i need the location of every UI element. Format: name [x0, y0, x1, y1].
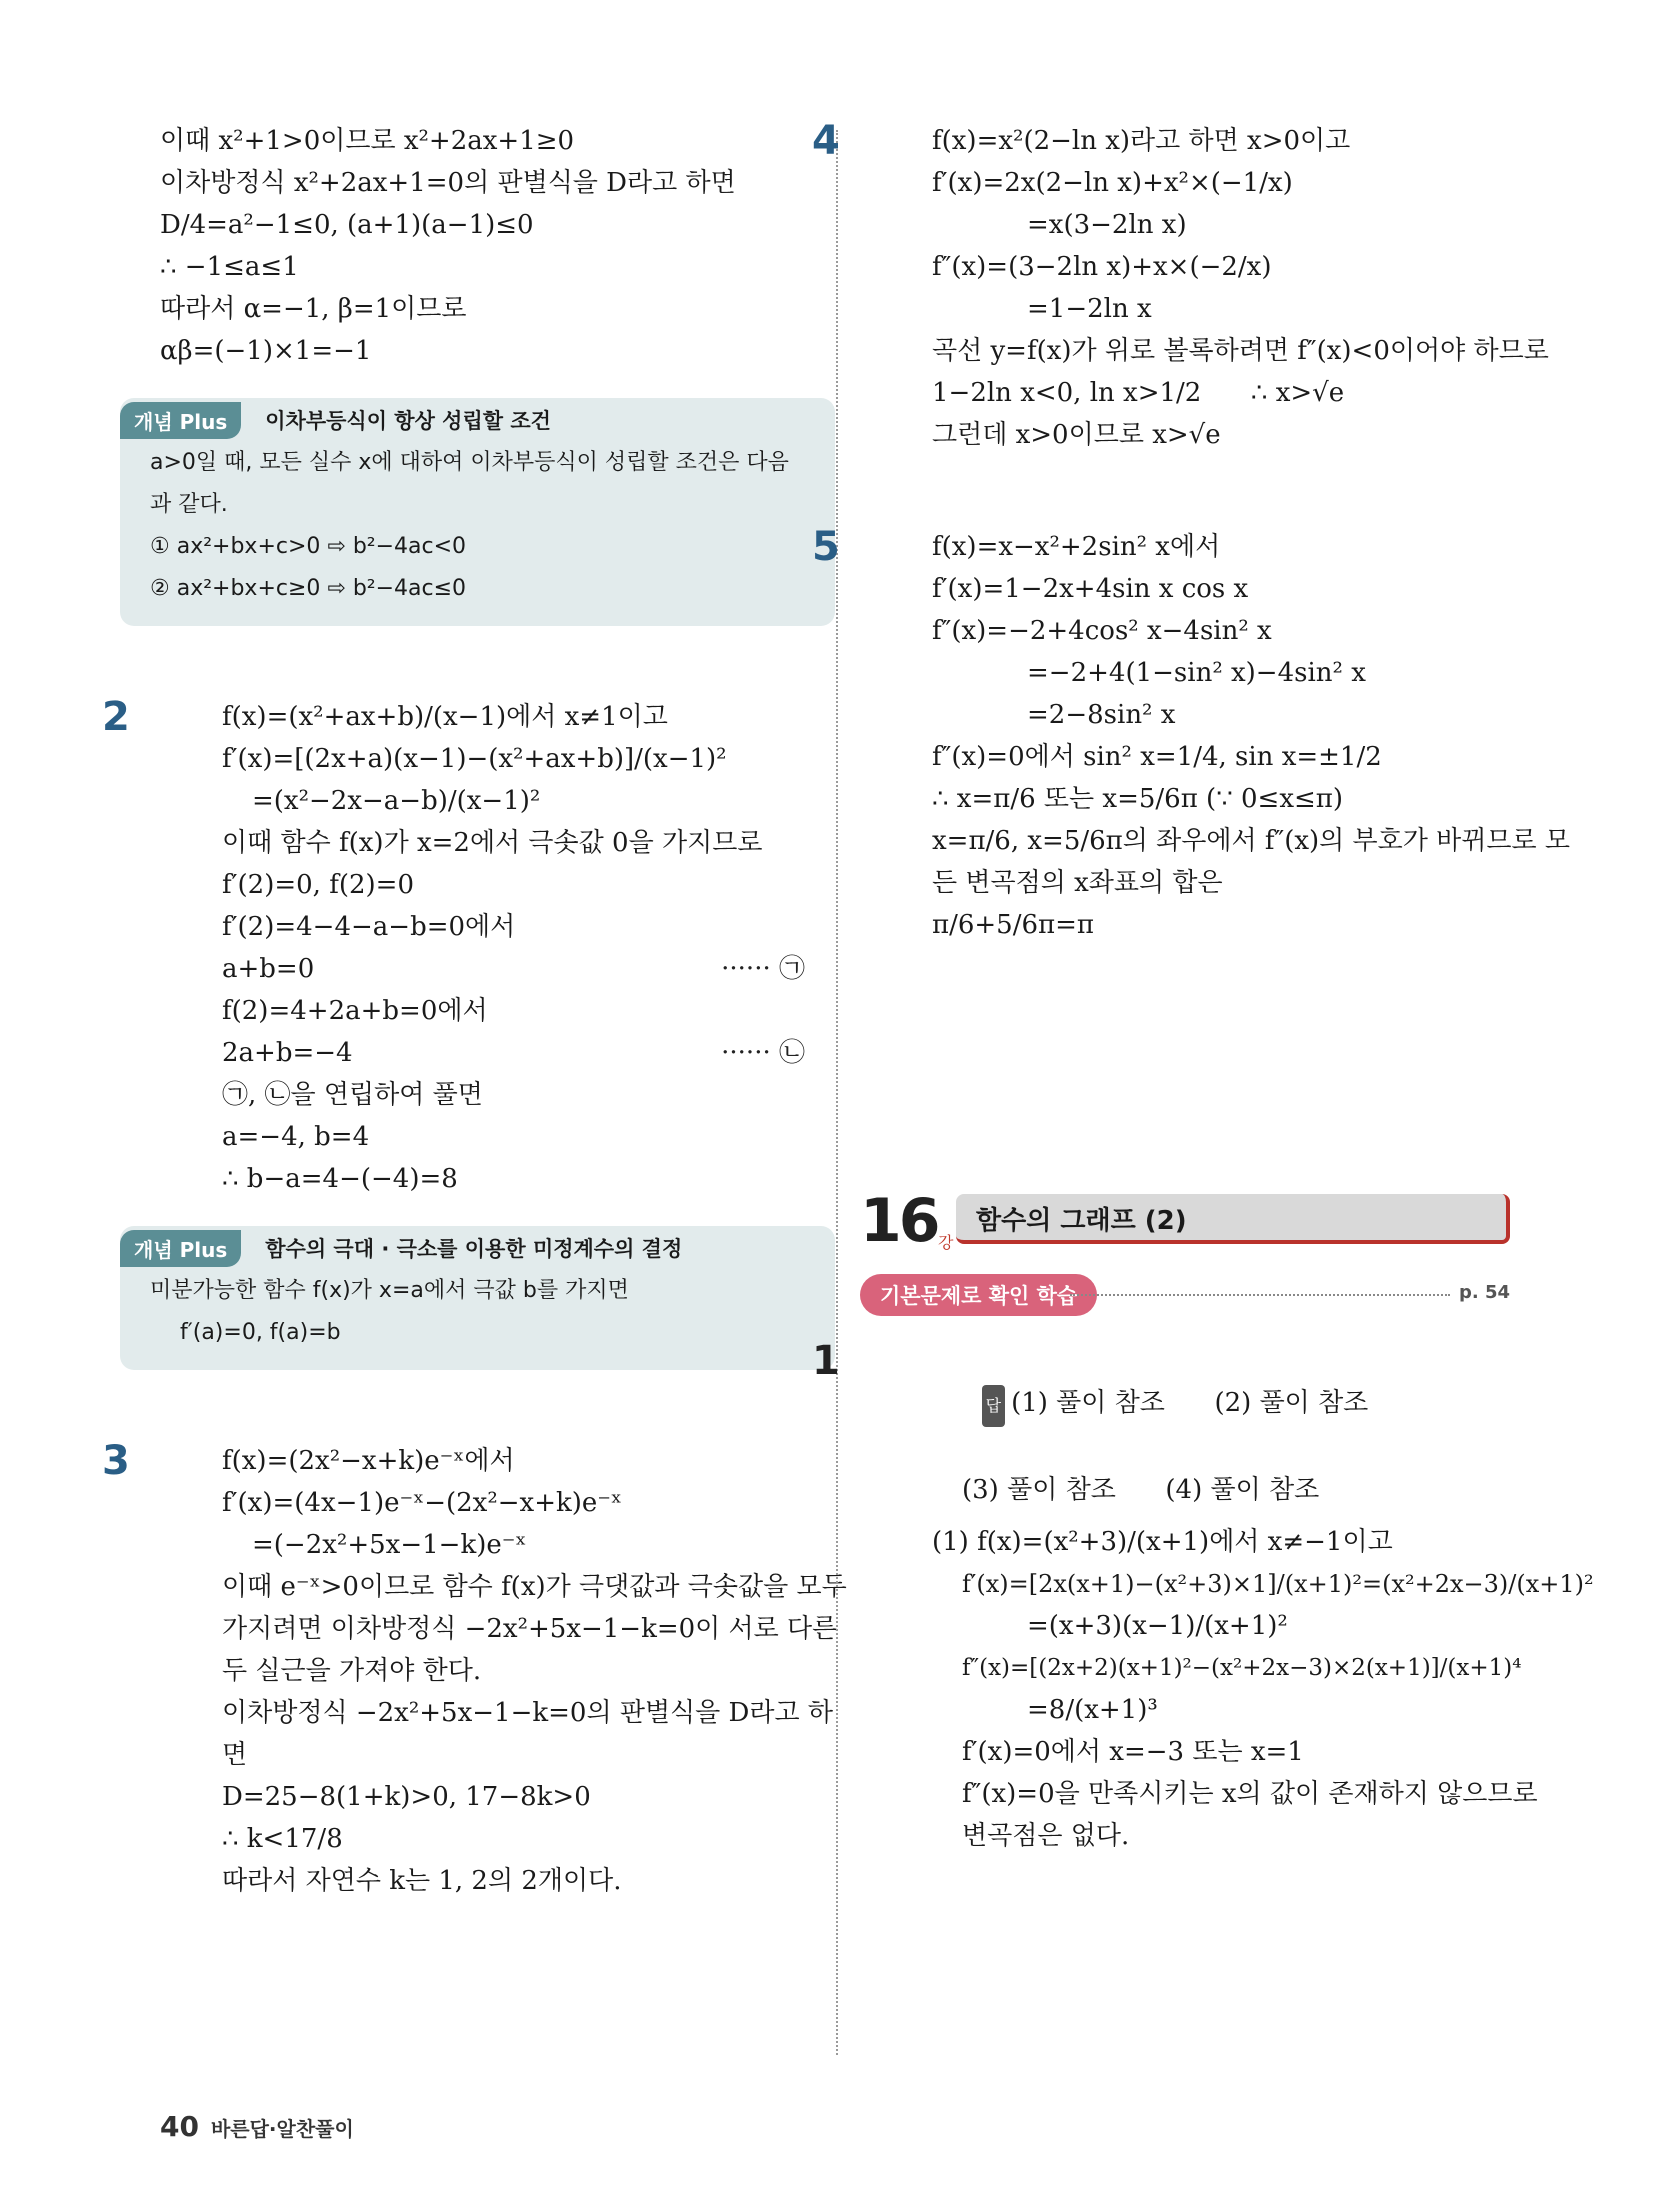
right-column [812, 118, 1594, 1857]
text-line: f′(x)=1−2x+4sin x cos x [932, 574, 1249, 604]
concept-plus-badge: 개념 Plus [120, 1230, 241, 1267]
text-line: 이차방정식 x²+2ax+1=0의 판별식을 D라고 하면 [160, 168, 736, 198]
problem-1 [812, 1338, 1594, 1857]
text-line: 든 변곡점의 x좌표의 합은 [932, 868, 1223, 898]
text-line [222, 948, 805, 990]
text-line: ① ax²+bx+c>0 ⇨ b²−4ac<0 [150, 534, 467, 559]
text-line: =2−8sin² x [1027, 700, 1176, 730]
text-line: 1−2ln x<0, ln x>1/2 ∴ x>√e [932, 378, 1345, 408]
text-line: =(x²−2x−a−b)/(x−1)² [252, 786, 541, 816]
problem-4 [812, 118, 1549, 456]
text-line: 이때 e⁻ˣ>0이므로 함수 f(x)가 극댓값과 극솟값을 모두 [222, 1572, 847, 1602]
concept-plus-box-1 [120, 398, 835, 626]
problem-number: 1 [812, 1338, 840, 1384]
answer-text: (1) 풀이 참조 (2) 풀이 참조 [1011, 1388, 1369, 1418]
page-footer [160, 2110, 354, 2143]
text-line: 변곡점은 없다. [962, 1821, 1130, 1851]
text-line: 두 실근을 가져야 한다. [222, 1656, 482, 1686]
section-header [860, 1186, 1510, 1266]
text-line: 곡선 y=f(x)가 위로 볼록하려면 f″(x)<0이어야 하므로 [932, 336, 1549, 366]
text-line: f(x)=x−x²+2sin² x에서 [932, 532, 1221, 562]
concept-plus-title: 이차부등식이 항상 성립할 조건 [265, 409, 551, 433]
page-reference: p. 54 [1458, 1282, 1510, 1303]
text-line: 면 [222, 1740, 248, 1770]
text-line: ∴ b−a=4−(−4)=8 [222, 1164, 458, 1194]
problem-number: 2 [102, 694, 130, 740]
problem-number: 4 [812, 118, 840, 164]
problem-2 [102, 694, 805, 1200]
section-unit: 강 [938, 1233, 954, 1252]
text-line: =8/(x+1)³ [1027, 1695, 1158, 1725]
text-line: 그런데 x>0이므로 x>√e [932, 420, 1221, 450]
text-line: ∴ −1≤a≤1 [160, 252, 299, 282]
text-line: f′(x)=0에서 x=−3 또는 x=1 [962, 1737, 1304, 1767]
equation: 2a+b=−4 [222, 1038, 353, 1068]
text-line: =(−2x²+5x−1−k)e⁻ˣ [252, 1530, 527, 1560]
text-line: D/4=a²−1≤0, (a+1)(a−1)≤0 [160, 210, 534, 240]
problem-number: 3 [102, 1438, 130, 1484]
text-line: f(x)=(x²+ax+b)/(x−1)에서 x≠1이고 [222, 702, 668, 732]
text-line: 가지려면 이차방정식 −2x²+5x−1−k=0이 서로 다른 [222, 1614, 838, 1644]
concept-plus-title: 함수의 극대 · 극소를 이용한 미정계수의 결정 [265, 1237, 683, 1261]
answer-badge: 답 [982, 1385, 1005, 1427]
text-line: f″(x)=(3−2ln x)+x×(−2/x) [932, 252, 1272, 282]
problem-5 [812, 524, 1570, 946]
text-line: f″(x)=[(2x+2)(x+1)²−(x²+2x−3)×2(x+1)]/(x+1)⁴ [962, 1655, 1522, 1681]
dotted-leader [1070, 1294, 1450, 1296]
text-line: f′(x)=2x(2−ln x)+x²×(−1/x) [932, 168, 1293, 198]
text-line: D=25−8(1+k)>0, 17−8k>0 [222, 1782, 591, 1812]
text-line: f″(x)=0에서 sin² x=1/4, sin x=±1/2 [932, 742, 1382, 772]
text-line: f″(x)=0을 만족시키는 x의 값이 존재하지 않으므로 [962, 1779, 1538, 1809]
text-line: =(x+3)(x−1)/(x+1)² [1027, 1611, 1288, 1641]
text-line: =−2+4(1−sin² x)−4sin² x [1027, 658, 1366, 688]
text-line: f(x)=x²(2−ln x)라고 하면 x>0이고 [932, 126, 1351, 156]
text-line: =x(3−2ln x) [1027, 210, 1187, 240]
page-number: 40 [160, 2110, 199, 2143]
text-line: f′(2)=4−4−a−b=0에서 [222, 912, 516, 942]
text-line: 이때 함수 f(x)가 x=2에서 극솟값 0을 가지므로 [222, 828, 763, 858]
text-line: f′(a)=0, f(a)=b [180, 1320, 341, 1345]
text-line: ∴ k<17/8 [222, 1824, 343, 1854]
text-line: π/6+5/6π=π [932, 910, 1094, 940]
section-number: 16 [860, 1186, 938, 1256]
text-line: f′(x)=(4x−1)e⁻ˣ−(2x²−x+k)e⁻ˣ [222, 1488, 623, 1518]
answer-line [932, 1340, 1510, 1469]
concept-plus-box-2 [120, 1226, 835, 1370]
text-line: αβ=(−1)×1=−1 [160, 336, 372, 366]
answer-line: (3) 풀이 참조 (4) 풀이 참조 [962, 1475, 1320, 1505]
equation-tag: ······ ㉠ [721, 954, 805, 984]
text-line: (1) f(x)=(x²+3)/(x+1)에서 x≠−1이고 [932, 1527, 1393, 1557]
text-line: a>0일 때, 모든 실수 x에 대하여 이차부등식이 성립할 조건은 다음 과 같다. [150, 450, 789, 517]
equation-tag: ······ ㉡ [721, 1038, 805, 1068]
section-title: 함수의 그래프 (2) [976, 1206, 1187, 1236]
text-line: f″(x)=−2+4cos² x−4sin² x [932, 616, 1272, 646]
text-line: 미분가능한 함수 f(x)가 x=a에서 극값 b를 가지면 [150, 1278, 629, 1303]
text-line: f(x)=(2x²−x+k)e⁻ˣ에서 [222, 1446, 515, 1476]
basic-check-row [860, 1266, 1510, 1326]
section-title-bar [956, 1194, 1510, 1244]
left-column [102, 120, 847, 1902]
concept-plus-badge: 개념 Plus [120, 402, 241, 439]
text-line: ② ax²+bx+c≥0 ⇨ b²−4ac≤0 [150, 576, 467, 601]
text-line: 이때 x²+1>0이므로 x²+2ax+1≥0 [160, 126, 575, 156]
text-line: a=−4, b=4 [222, 1122, 370, 1152]
text-line: =1−2ln x [1027, 294, 1152, 324]
text-line: 따라서 자연수 k는 1, 2의 2개이다. [222, 1866, 622, 1896]
problem-number: 5 [812, 524, 840, 570]
footer-label: 바른답·알찬풀이 [210, 2117, 354, 2141]
text-line: f(2)=4+2a+b=0에서 [222, 996, 488, 1026]
text-line: 따라서 α=−1, β=1이므로 [160, 294, 467, 324]
text-line: ∴ x=π/6 또는 x=5/6π (∵ 0≤x≤π) [932, 784, 1344, 814]
text-line: x=π/6, x=5/6π의 좌우에서 f″(x)의 부호가 바뀌므로 모 [932, 826, 1570, 856]
basic-check-label: 기본문제로 확인 학습 [860, 1274, 1097, 1316]
equation: a+b=0 [222, 954, 315, 984]
text-line: 이차방정식 −2x²+5x−1−k=0의 판별식을 D라고 하 [222, 1698, 834, 1728]
column-divider [836, 130, 838, 2055]
problem-1-continued [160, 120, 805, 372]
text-line: f′(x)=[(2x+a)(x−1)−(x²+ax+b)]/(x−1)² [222, 744, 727, 774]
text-line: ㉠, ㉡을 연립하여 풀면 [222, 1080, 483, 1110]
text-line: f′(2)=0, f(2)=0 [222, 870, 414, 900]
text-line: f′(x)=[2x(x+1)−(x²+3)×1]/(x+1)²=(x²+2x−3)/(x+1)² [962, 1570, 1594, 1598]
problem-3 [102, 1438, 847, 1902]
text-line [222, 1032, 805, 1074]
